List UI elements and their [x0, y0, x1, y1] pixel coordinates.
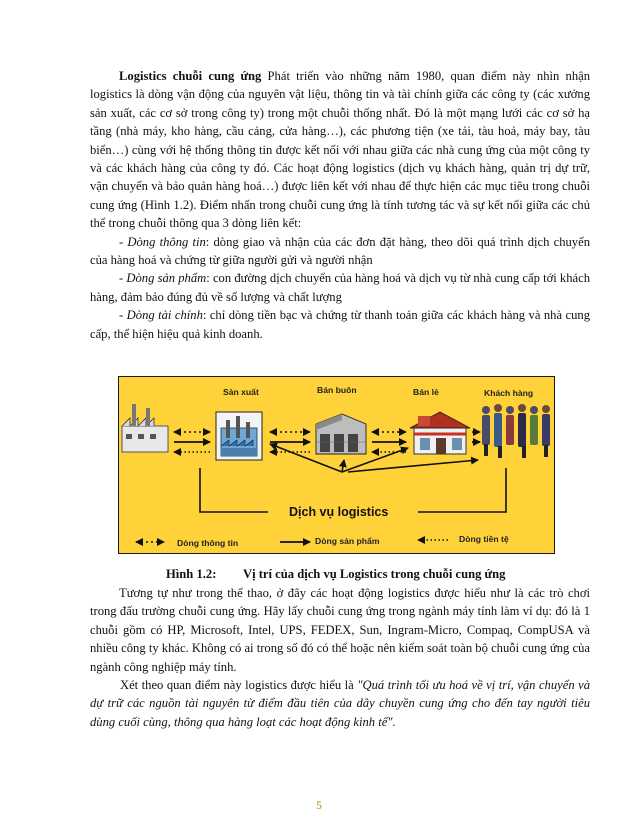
factory-left-icon [122, 404, 168, 452]
customers-group-icon [482, 404, 550, 458]
label-wholesale: Bán buôn [317, 385, 357, 395]
paragraph-body: Phát triển vào những năm 1980, quan điểm này nhìn nhận logistics là dòng vận động của nguyên vật liệu, thông tin và tài chính giữa các công ty (các xưởng sản xuất, các cơ sở trong công ty) trong một chuỗi thống nhất. Đó là một mạng lưới các cơ sở hạ tầng (nhà máy, kho hàng, cầu cảng, cửa hàng…), các phương tiện (xe tải, tàu hoả, máy bay, tàu biển…) cùng với hệ thống thông tin được kết nối với nhau giữa các nhà cung ứng của một công ty và các khách hàng của công ty đó. Các hoạt động logistics (dịch vụ khách hàng, quản trị dự trữ, vận chuyển và bảo quản hàng hoá…) được liên kết với nhau để thực hiện các mục tiêu trong chuỗi cung ứng (Hình 1.2). Điểm nhấn trong chuỗi cung ứng là tính tương tác và sự kết nối giữa các chủ thể trong chuỗi thông qua 3 dòng liên kết: [90, 69, 591, 231]
paragraph-logistics-definition [90, 676, 590, 731]
definition-lead: Xét theo quan điểm này logistics được hiểu là [120, 678, 358, 693]
retail-store-icon [410, 412, 470, 454]
legend-product-flow: Dòng sản phẩm [315, 536, 380, 546]
figure-graphics [118, 376, 555, 554]
caption-number: Hình 1.2: [166, 567, 217, 581]
page-number: 5 [316, 800, 322, 812]
label-customer: Khách hàng [484, 388, 534, 398]
label-production: Sản xuất [223, 387, 259, 397]
label-retail: Bán lẻ [413, 387, 439, 397]
upper-text-block [90, 67, 590, 343]
caption-title: Vị trí của dịch vụ Logistics trong chuỗi cung ứng [243, 567, 506, 581]
bullet-information-flow [90, 233, 590, 270]
bullet-financial-flow [90, 306, 590, 343]
logistics-services-label: Dịch vụ logistics [289, 505, 389, 519]
term-supply-chain-logistics: Logistics chuỗi cung ứng [119, 69, 262, 83]
bullet-dash: - [119, 234, 128, 249]
wholesale-warehouse-icon [316, 414, 366, 454]
bullet-text: : con đường dịch chuyển của hàng hoá và dịch vụ từ nhà cung cấp tới khách hàng, đảm bảo đúng đủ về số lượng và chất lượng [90, 271, 590, 304]
bullet-product-flow [90, 269, 590, 306]
definition-quote: "Quá trình tối ưu hoá về vị trí, vận chuyển và dự trữ các nguồn tài nguyên từ điểm đầu tiên của dây chuyền cung ứng cho đến tay người tiêu dùng cuối cùng, thông qua hàng loạt các hoạt động kinh tế". [90, 678, 591, 729]
paragraph-computer-industry-example: Tương tự như trong thể thao, ở đây các hoạt động logistics được hiểu như là các trò chơi trong đấu trường chuỗi cung ứng. Hãy lấy chuỗi cung ứng trong ngành máy tính làm ví dụ: đó là 1 chuỗi gồm có HP, Microsoft, Intel, UPS, FEDEX, Sun, Ingram-Micro, Compaq, CompUSA và nhiều công ty khác. Không có ai trong số đó có thể hoặc nên kiểm soát toàn bộ chuỗi cung ứng của ngành công nghiệp máy tính. [90, 586, 590, 674]
legend-information-flow: Dòng thông tin [177, 538, 239, 548]
term-financial-flow: Dòng tài chính [126, 308, 203, 323]
legend-money-flow: Dòng tiền tệ [459, 534, 509, 544]
paragraph-supply-chain-logistics [90, 67, 590, 233]
bullet-text: : chỉ dòng tiền bạc và chứng từ thanh toán giữa các khách hàng và nhà cung cấp, thể hiện hiệu quả kinh doanh. [90, 308, 591, 341]
term-information-flow: Dòng thông tin [127, 234, 206, 249]
bullet-dash: - [119, 308, 127, 323]
supply-chain-figure [118, 376, 555, 554]
lower-text-block [90, 584, 590, 731]
production-factory-icon [216, 412, 262, 460]
term-product-flow: Dòng sản phẩm [126, 271, 207, 286]
bullet-text: : dòng giao và nhận của các đơn đặt hàng, theo dõi quá trình dịch chuyển của hàng hoá và chứng từ giữa người gửi và người nhận [90, 234, 590, 268]
bullet-dash: - [119, 271, 127, 286]
